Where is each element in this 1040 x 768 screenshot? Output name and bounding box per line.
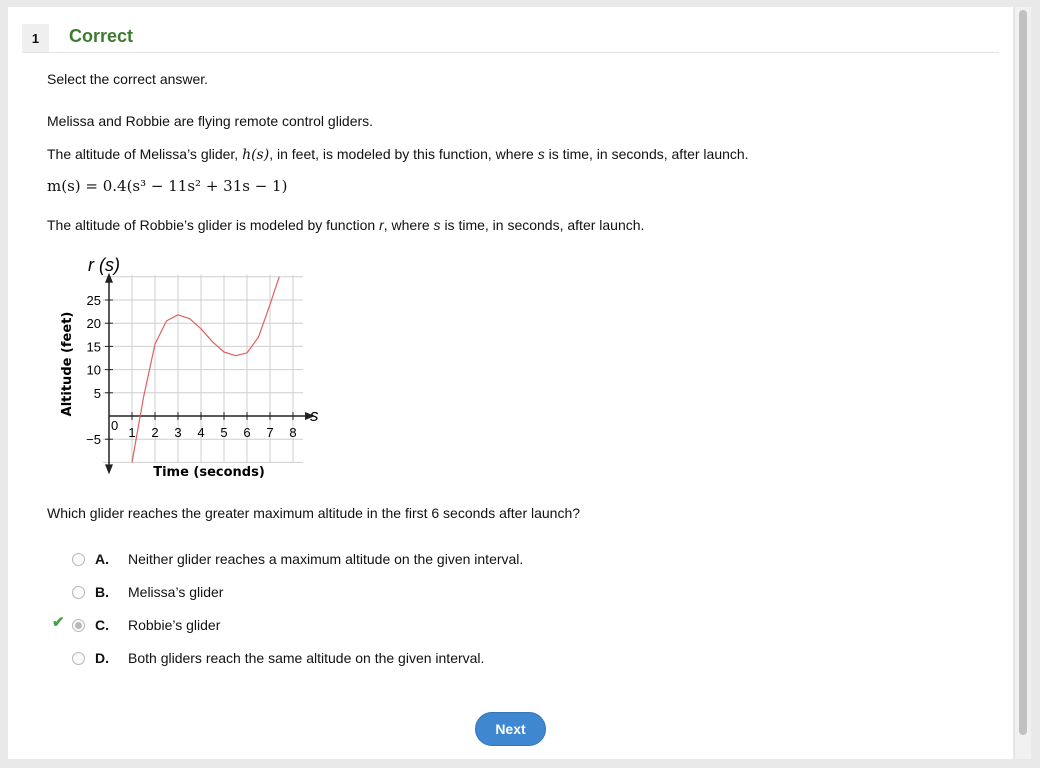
- next-button[interactable]: Next: [475, 712, 546, 746]
- robbie-variable: s: [433, 217, 441, 233]
- option-text: Both gliders reach the same altitude on the given interval.: [128, 650, 485, 666]
- x-tick-label: 1: [128, 425, 136, 440]
- y-axis-label: Altitude (feet): [60, 311, 75, 417]
- question-header: [22, 24, 999, 53]
- melissa-text-after: , in feet, is modeled by this function, where: [269, 146, 534, 162]
- intro-text: Melissa and Robbie are flying remote control gliders.: [47, 113, 374, 129]
- scroll-thumb[interactable]: [1019, 10, 1027, 735]
- robbie-text-before: The altitude of Robbie’s glider is modeled by function: [47, 217, 376, 233]
- robbie-function: r: [379, 217, 384, 233]
- instruction-text: Select the correct answer.: [47, 71, 209, 87]
- x-tick-label: 7: [266, 425, 274, 440]
- radio-button[interactable]: [72, 586, 85, 599]
- altitude-graph: [55, 252, 335, 487]
- x-tick-label: 8: [289, 425, 297, 440]
- origin-label: 0: [111, 418, 119, 433]
- x-tick-label: 6: [243, 425, 251, 440]
- melissa-function: h(s): [242, 147, 270, 163]
- radio-button[interactable]: [72, 652, 85, 665]
- prompt-text: Which glider reaches the greater maximum altitude in the first 6 seconds after launch?: [47, 505, 581, 521]
- radio-button[interactable]: [72, 619, 85, 632]
- melissa-text-end: is time, in seconds, after launch.: [548, 146, 749, 162]
- question-number: 1: [22, 24, 49, 52]
- robbie-description: [47, 216, 644, 234]
- option-text: Robbie’s glider: [128, 617, 221, 633]
- option-letter: A.: [95, 551, 109, 567]
- radio-button[interactable]: [72, 553, 85, 566]
- y-tick-label: 5: [93, 385, 101, 401]
- answer-option[interactable]: [47, 583, 747, 603]
- answer-option[interactable]: [47, 649, 747, 669]
- x-tick-label: 2: [151, 425, 159, 440]
- answer-option[interactable]: [47, 616, 747, 636]
- melissa-description: [47, 145, 749, 164]
- question-status: Correct: [69, 26, 134, 46]
- chart-axes: [105, 273, 315, 475]
- robbie-text-end: is time, in seconds, after launch.: [444, 217, 645, 233]
- y-tick-label: 25: [86, 293, 101, 308]
- checkmark-icon: ✔: [52, 614, 65, 631]
- melissa-equation: m(s) = 0.4(s³ − 11s² + 31s − 1): [47, 177, 288, 195]
- option-text: Melissa’s glider: [128, 584, 224, 600]
- answer-option[interactable]: [47, 550, 747, 570]
- chart-title: r (s): [88, 255, 120, 275]
- melissa-variable: s: [537, 146, 545, 162]
- y-tick-label: 10: [86, 362, 101, 378]
- option-text: Neither glider reaches a maximum altitude on the given interval.: [128, 551, 524, 567]
- y-tick-label: 15: [86, 339, 101, 355]
- x-tick-label: 3: [174, 425, 182, 440]
- y-axis-arrow-down: [105, 464, 113, 474]
- scrollbar[interactable]: [1014, 7, 1031, 759]
- option-letter: C.: [95, 617, 109, 633]
- y-tick-label: −5: [86, 432, 101, 448]
- melissa-text-before: The altitude of Melissa’s glider,: [47, 146, 239, 162]
- y-tick-label: 20: [86, 316, 101, 332]
- x-axis-label: Time (seconds): [153, 465, 265, 480]
- robbie-text-mid: , where: [383, 217, 430, 233]
- x-tick-label: 5: [220, 425, 228, 440]
- option-letter: D.: [95, 650, 109, 666]
- x-axis-name: s: [310, 406, 319, 425]
- option-letter: B.: [95, 584, 109, 600]
- x-tick-label: 4: [197, 425, 205, 440]
